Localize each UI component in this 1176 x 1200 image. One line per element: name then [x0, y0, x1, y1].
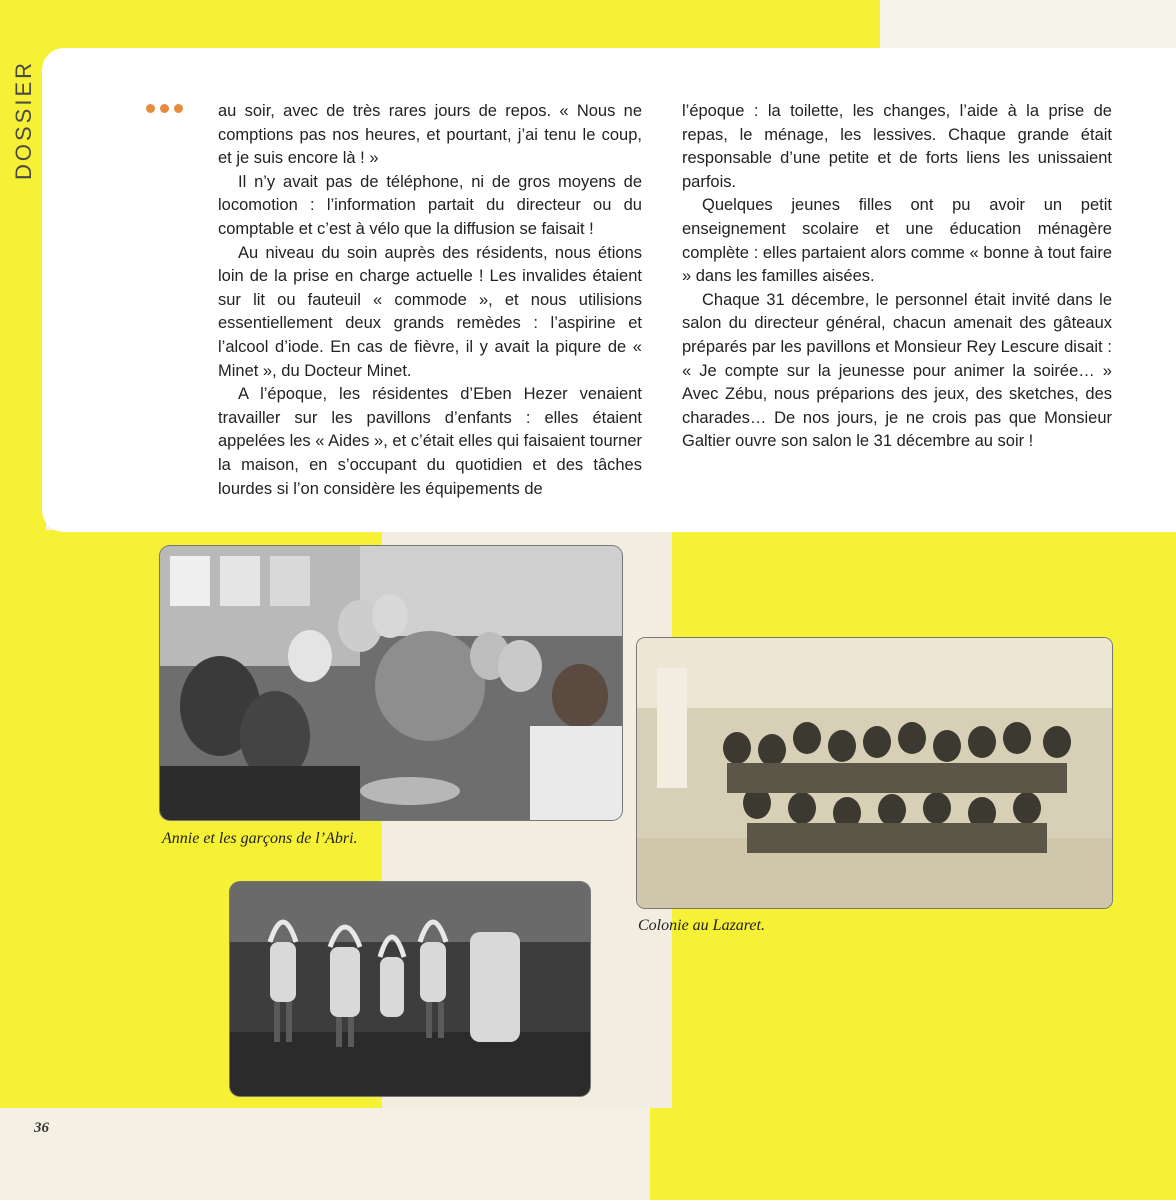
- photo-colonie-lazaret: [637, 638, 1112, 908]
- article-column-1: [218, 100, 642, 501]
- paragraph: au soir, avec de très rares jours de repos. « Nous ne comptions pas nos heures, et pourtant, j’ai tenu le coup, et je suis encore là ! »: [218, 102, 642, 168]
- paragraph: l’époque : la toilette, les changes, l’aide à la prise de repas, le ménage, les lessives. Chaque grande était responsable d’une petite et de forts liens les unissaient parfois.: [682, 102, 1112, 191]
- photo-annie-and-boys: [160, 546, 622, 820]
- paragraph: Au niveau du soin auprès des résidents, nous étions loin de la prise en charge actuelle ! Les invalides étaient sur lit ou fauteuil « commode », et nous utilisions essentiellement deux grands remèdes : l’aspirine et l’alcool d’iode. En cas de fièvre, il y avait la piqure de « Minet », du Docteur Minet.: [218, 243, 642, 380]
- paragraph: Chaque 31 décembre, le personnel était invité dans le salon du directeur général, chacun amenait des gâteaux préparés par les pavillons et Monsieur Rey Lescure disait : « Je compte sur la jeunesse pour animer la soirée… » Avec Zébu, nous préparions des jeux, des sketches, des charades… De nos jours, je ne crois pas que Monsieur Galtier ouvre son salon le 31 décembre au soir !: [682, 290, 1112, 451]
- photo-caption: Colonie au Lazaret.: [638, 917, 765, 934]
- paragraph: A l’époque, les résidentes d’Eben Hezer venaient travailler sur les pavillons d’enfants : elles étaient appelées les « Aides », et c’était elles qui faisaient tourner la maison, en s’occupant du quotidien et des tâches lourdes si l’on considère les équipements de: [218, 385, 642, 498]
- page-number: 36: [34, 1120, 49, 1136]
- photo-children-dancing: [230, 882, 590, 1096]
- paragraph: Quelques jeunes filles ont pu avoir un petit enseignement scolaire et une éducation ménagère complète : elles partaient alors comme « bonne à tout faire » dans les familles aisées.: [682, 196, 1112, 286]
- bottom-margin: [0, 1108, 650, 1200]
- photo-caption: Annie et les garçons de l’Abri.: [162, 830, 358, 847]
- bullet-dots-icon: [146, 104, 183, 113]
- section-label: DOSSIER: [11, 59, 36, 181]
- paragraph: Il n’y avait pas de téléphone, ni de gros moyens de locomotion : l’information partait du directeur ou du comptable et c’est à vélo que la diffusion se faisait !: [218, 172, 642, 238]
- article-column-2: [682, 100, 1112, 454]
